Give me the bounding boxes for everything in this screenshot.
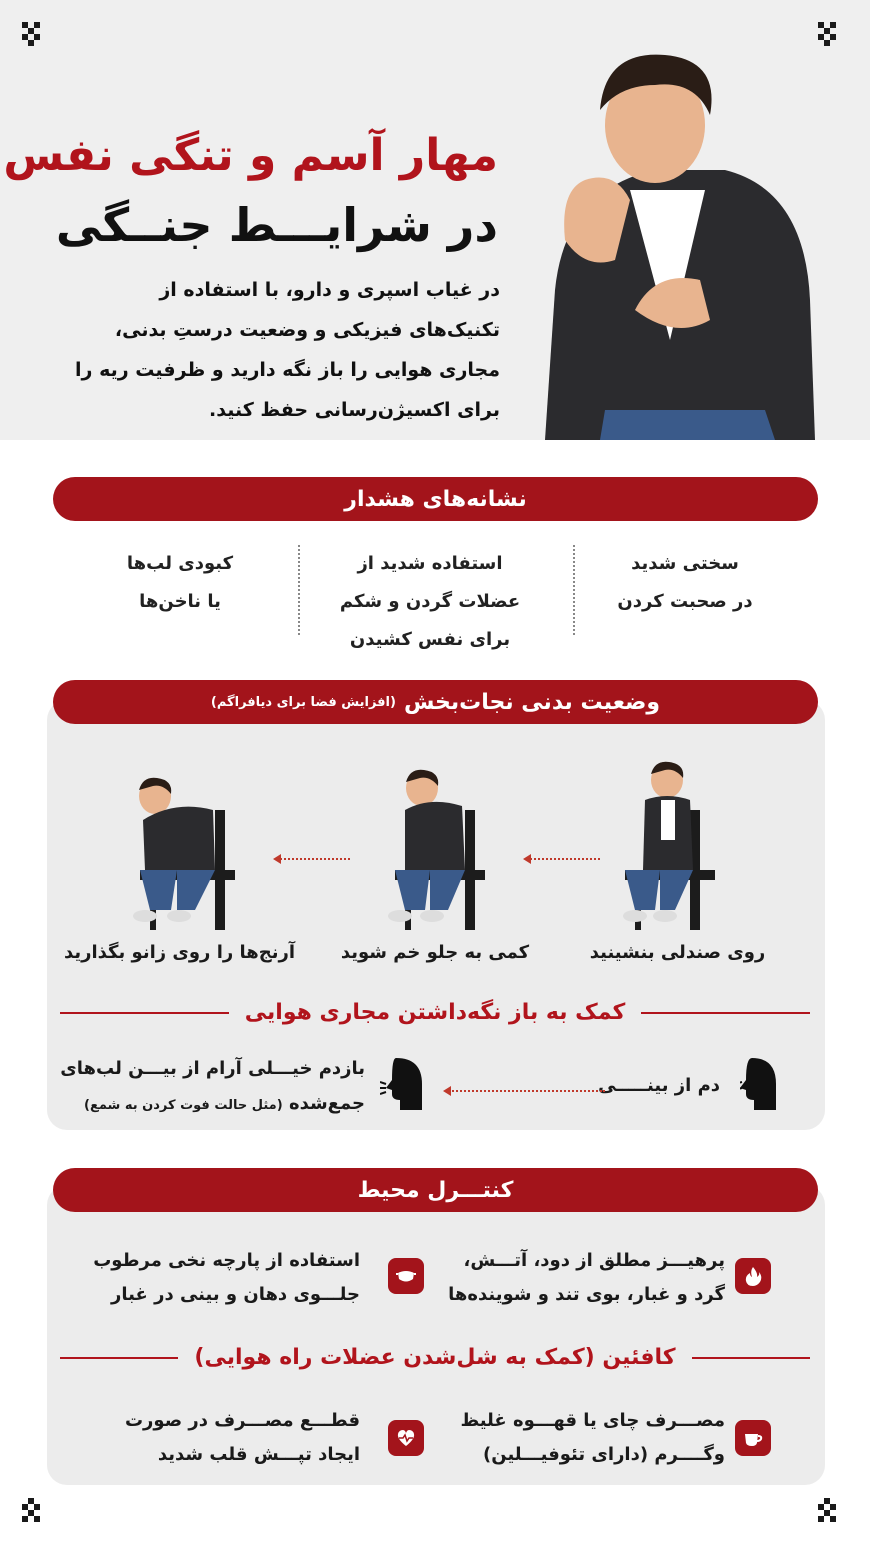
hero-subtitle: در شرایـــط جنــگی (55, 198, 498, 252)
divider (298, 545, 300, 635)
dotted-arrow-icon (445, 1090, 605, 1092)
warning-sign-item: کبودی لب‌ها یا ناخن‌ها (126, 553, 234, 612)
inhale-text: دم از بینـــــی (598, 1075, 720, 1096)
corner-dots-icon (22, 1498, 52, 1528)
step-label: کمی به جلو خم شوید (340, 942, 530, 963)
hero-description: در غیاب اسپری و دارو، با استفاده از تکنیک‌های فیزیکی و وضعیت درستِ بدنی، مجاری هوایی را باز نگه دارید و ظرفیت ریه را برای اکسیژن‌رسانی حفظ کنید. (75, 279, 500, 421)
warning-signs-heading: نشانه‌های هشدار (53, 477, 818, 521)
dotted-arrow-icon (525, 858, 600, 860)
head-exhale-icon (380, 1058, 426, 1110)
caffeine-item-text: قطـــع مصـــرف در صورت ایجاد تپـــش قلب شدید (124, 1410, 360, 1465)
posture-heading: وضعیت بدنی نجات‌بخش (افزایش فضا برای دیافراگم) (53, 680, 818, 724)
divider (573, 545, 575, 635)
exhale-text-line2: جمع‌شده (مثل حالت فوت کردن به شمع) (84, 1093, 365, 1114)
leaning-forward-figure (370, 760, 500, 930)
environment-heading: کنتـــرل محیط (53, 1168, 818, 1212)
warning-sign-item: سختی شدید در صحبت کردن (617, 553, 753, 612)
sitting-upright-figure (605, 760, 735, 930)
caffeine-heading: کافئین (کمک به شل‌شدن عضلات راه هوایی) (60, 1345, 810, 1370)
mask-icon (388, 1258, 424, 1294)
coughing-man-illustration (505, 40, 825, 440)
corner-dots-icon (818, 1498, 848, 1528)
exhale-text: بازدم خیـــلی آرام از بیـــن لب‌های (60, 1058, 365, 1079)
step-label: روی صندلی بنشینید (589, 942, 766, 963)
exhale-note: (مثل حالت فوت کردن به شمع) (84, 1098, 283, 1113)
coffee-cup-icon (735, 1420, 771, 1456)
elbows-on-knees-figure (115, 760, 245, 930)
hero-section (0, 0, 870, 440)
heart-pulse-icon (388, 1420, 424, 1456)
fire-icon (735, 1258, 771, 1294)
step-label: آرنج‌ها را روی زانو بگذارید (63, 942, 295, 963)
env-item-text: استفاده از پارچه نخی مرطوب جلـــوی دهان و بینی در غبار (93, 1250, 360, 1305)
hero-title: مهار آسم و تنگی نفس (3, 130, 498, 181)
airway-heading: کمک به باز نگه‌داشتن مجاری هوایی (60, 1000, 810, 1025)
head-inhale-icon (740, 1058, 780, 1110)
dotted-arrow-icon (275, 858, 350, 860)
corner-dots-icon (22, 22, 52, 52)
warning-sign-item: استفاده شدید از عضلات گردن و شکم برای نفس کشیدن (339, 553, 521, 650)
caffeine-item-text: مصـــرف چای یا قهـــوه غلیظ وگــــرم (دارای تئوفیـــلین) (460, 1410, 725, 1465)
env-item-text: پرهیـــز مطلق از دود، آتـــش، گرد و غبار، بوی تند و شوینده‌ها (448, 1250, 725, 1305)
